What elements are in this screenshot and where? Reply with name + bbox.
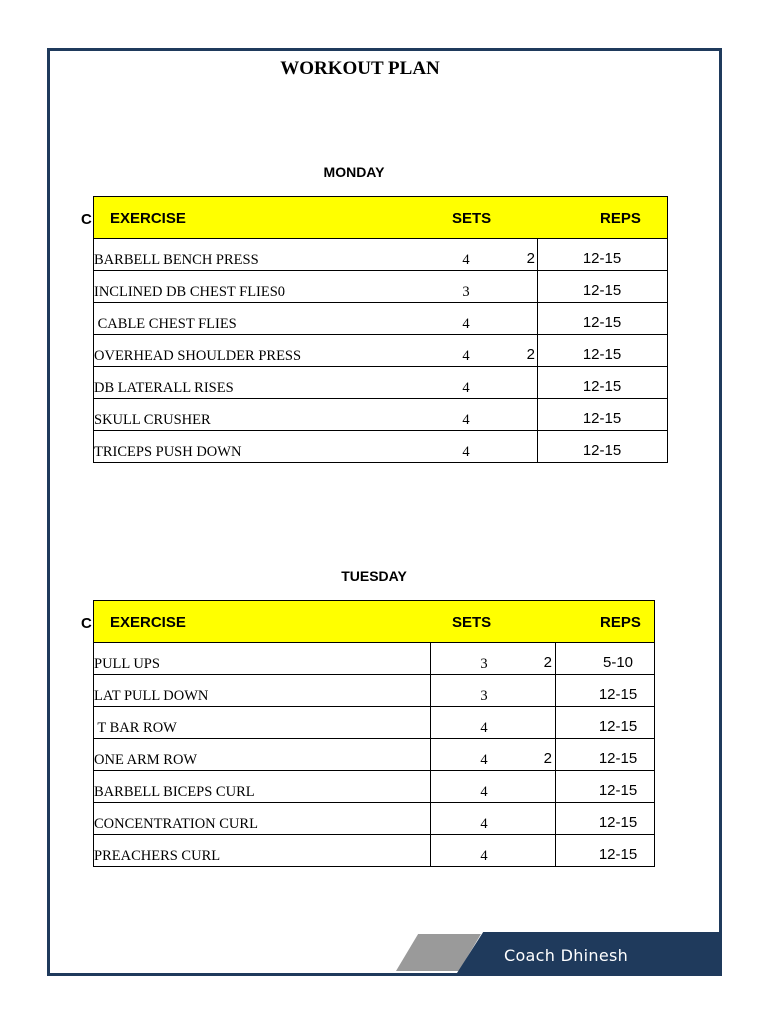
reps-value: 12-15 bbox=[598, 782, 638, 799]
exercise-name: T BAR ROW bbox=[94, 720, 177, 736]
column-divider bbox=[555, 707, 556, 739]
column-divider bbox=[555, 803, 556, 835]
table-row bbox=[93, 771, 655, 803]
exercise-name: ONE ARM ROW bbox=[94, 752, 198, 768]
reps-value: 5-10 bbox=[602, 654, 634, 671]
table-header-monday bbox=[93, 196, 668, 239]
table-row bbox=[93, 643, 655, 675]
extra-value: 2 bbox=[526, 346, 535, 363]
sets-value: 4 bbox=[480, 848, 488, 864]
page-title: WORKOUT PLAN bbox=[280, 58, 440, 79]
column-divider bbox=[430, 707, 431, 739]
table-row bbox=[93, 367, 668, 399]
table-row bbox=[93, 431, 668, 463]
sets-value: 4 bbox=[462, 412, 470, 428]
sets-value: 3 bbox=[480, 688, 488, 704]
reps-value: 12-15 bbox=[582, 410, 622, 427]
header-exercise: EXERCISE bbox=[110, 614, 186, 631]
day-heading-monday: MONDAY bbox=[323, 164, 385, 180]
exercise-name: TRICEPS PUSH DOWN bbox=[94, 444, 242, 460]
sets-value: 4 bbox=[462, 316, 470, 332]
exercise-name: INCLINED DB CHEST FLIES0 bbox=[94, 284, 286, 300]
column-divider bbox=[430, 643, 431, 675]
column-divider bbox=[537, 303, 538, 335]
reps-value: 12-15 bbox=[598, 846, 638, 863]
table-row bbox=[93, 303, 668, 335]
exercise-name: OVERHEAD SHOULDER PRESS bbox=[94, 348, 302, 364]
exercise-name: CONCENTRATION CURL bbox=[94, 816, 258, 832]
reps-value: 12-15 bbox=[582, 282, 622, 299]
extra-value: 2 bbox=[526, 250, 535, 267]
sets-value: 4 bbox=[480, 784, 488, 800]
column-divider bbox=[430, 739, 431, 771]
sets-value: 4 bbox=[480, 720, 488, 736]
reps-value: 12-15 bbox=[582, 378, 622, 395]
exercise-name: LAT PULL DOWN bbox=[94, 688, 209, 704]
table-row bbox=[93, 271, 668, 303]
exercise-name: DB LATERALL RISES bbox=[94, 380, 234, 396]
reps-value: 12-15 bbox=[582, 250, 622, 267]
sets-value: 4 bbox=[480, 752, 488, 768]
exercise-name: BARBELL BICEPS CURL bbox=[94, 784, 255, 800]
exercise-name: BARBELL BENCH PRESS bbox=[94, 252, 259, 268]
header-reps: REPS bbox=[600, 210, 641, 227]
column-divider bbox=[555, 643, 556, 675]
header-sets: SETS bbox=[452, 614, 492, 631]
table-row bbox=[93, 399, 668, 431]
exercise-name: CABLE CHEST FLIES bbox=[94, 316, 237, 332]
exercise-name: SKULL CRUSHER bbox=[94, 412, 211, 428]
sets-value: 4 bbox=[480, 816, 488, 832]
reps-value: 12-15 bbox=[598, 718, 638, 735]
table-row bbox=[93, 335, 668, 367]
sets-value: 3 bbox=[480, 656, 488, 672]
reps-value: 12-15 bbox=[598, 750, 638, 767]
column-divider bbox=[430, 835, 431, 867]
column-divider bbox=[537, 335, 538, 367]
reps-value: 12-15 bbox=[582, 442, 622, 459]
table-row bbox=[93, 803, 655, 835]
column-divider bbox=[555, 835, 556, 867]
column-divider bbox=[555, 675, 556, 707]
header-sets: SETS bbox=[452, 210, 492, 227]
extra-value: 2 bbox=[543, 654, 552, 671]
column-divider bbox=[430, 675, 431, 707]
sets-value: 4 bbox=[462, 252, 470, 268]
day-heading-tuesday: TUESDAY bbox=[341, 568, 407, 584]
column-divider bbox=[537, 431, 538, 463]
exercise-name: PULL UPS bbox=[94, 656, 160, 672]
sets-value: 4 bbox=[462, 380, 470, 396]
table-row bbox=[93, 239, 668, 271]
table-header-tuesday bbox=[93, 600, 655, 643]
column-divider bbox=[537, 399, 538, 431]
reps-value: 12-15 bbox=[582, 314, 622, 331]
extra-value: 2 bbox=[543, 750, 552, 767]
column-divider bbox=[555, 771, 556, 803]
coach-name: Coach Dhinesh bbox=[504, 946, 629, 965]
side-mark: C bbox=[81, 615, 92, 632]
sets-value: 4 bbox=[462, 444, 470, 460]
table-row bbox=[93, 675, 655, 707]
header-reps: REPS bbox=[600, 614, 641, 631]
sets-value: 3 bbox=[462, 284, 470, 300]
exercise-name: PREACHERS CURL bbox=[94, 848, 221, 864]
column-divider bbox=[430, 771, 431, 803]
header-exercise: EXERCISE bbox=[110, 210, 186, 227]
column-divider bbox=[537, 367, 538, 399]
sets-value: 4 bbox=[462, 348, 470, 364]
table-row bbox=[93, 835, 655, 867]
column-divider bbox=[537, 271, 538, 303]
reps-value: 12-15 bbox=[598, 814, 638, 831]
reps-value: 12-15 bbox=[582, 346, 622, 363]
table-row bbox=[93, 739, 655, 771]
side-mark: C bbox=[81, 211, 92, 228]
column-divider bbox=[537, 239, 538, 271]
column-divider bbox=[555, 739, 556, 771]
column-divider bbox=[430, 803, 431, 835]
table-row bbox=[93, 707, 655, 739]
reps-value: 12-15 bbox=[598, 686, 638, 703]
